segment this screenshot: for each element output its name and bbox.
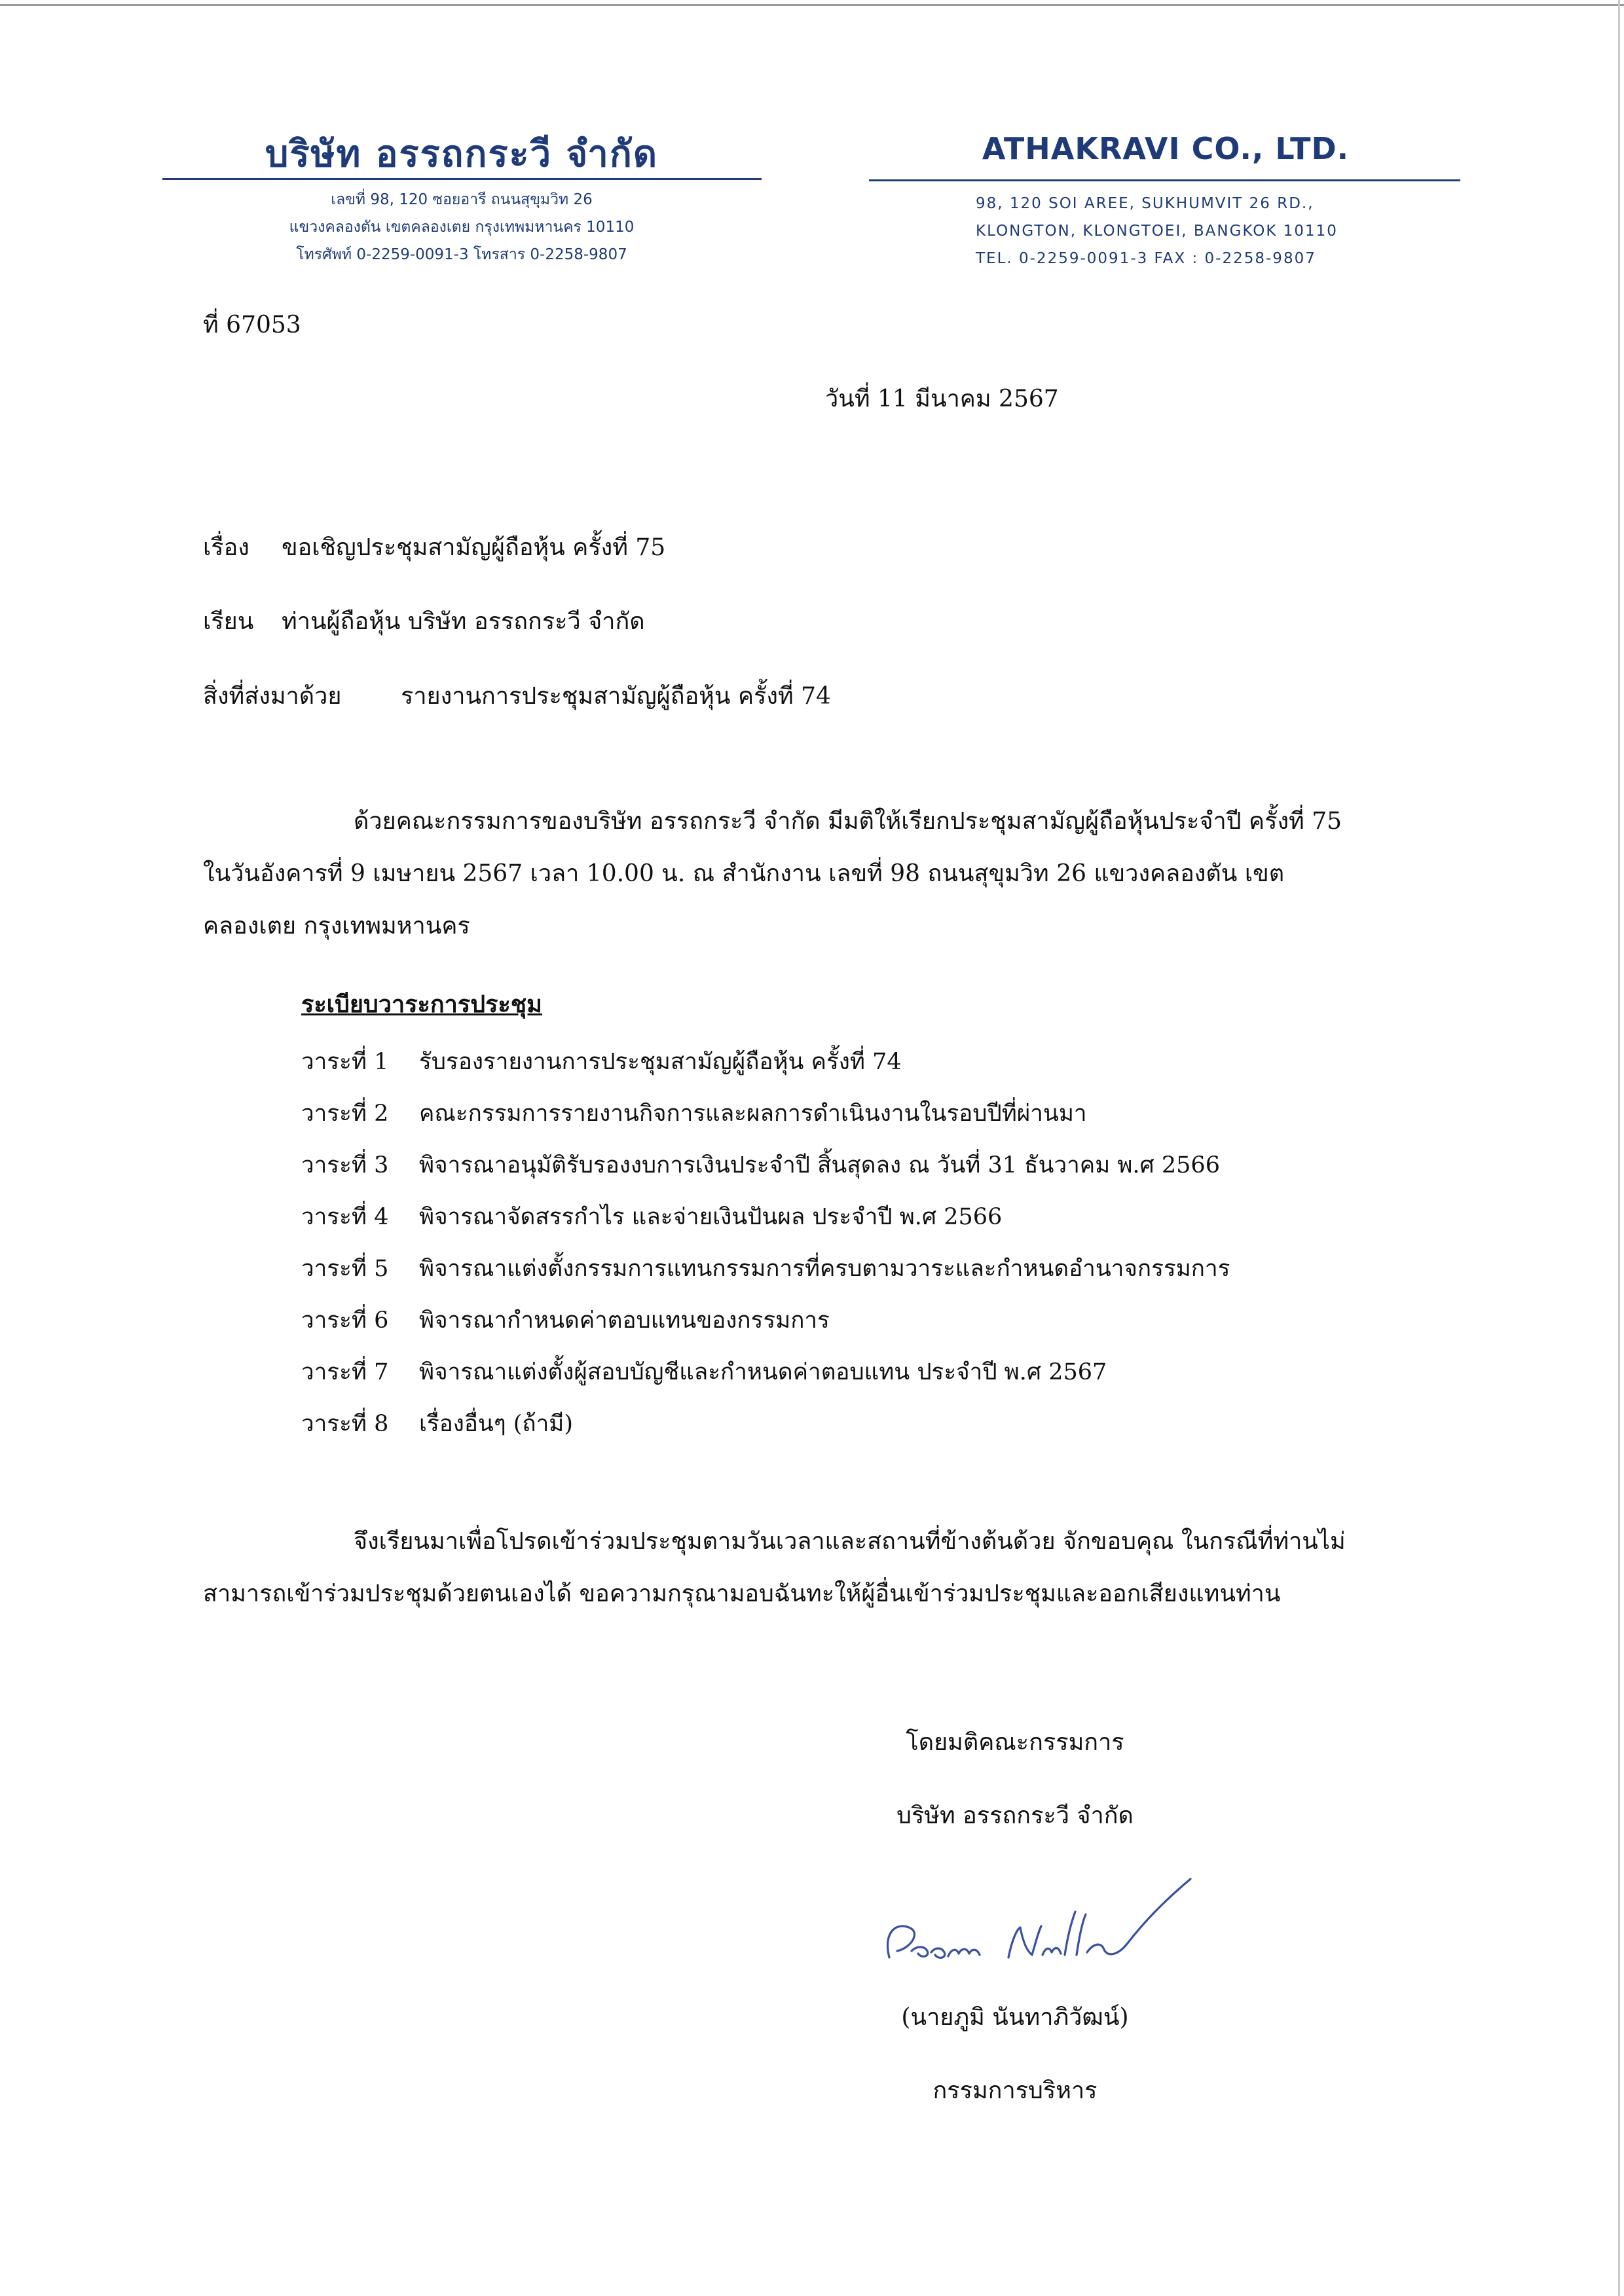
thai-address-line: แขวงคลองตัน เขตคลองเตย กรุงเทพมหานคร 10110 [289, 219, 635, 236]
agenda-item [301, 1048, 1414, 1099]
company-name-thai: บริษัท อรรถกระวี จำกัด [265, 133, 659, 175]
letterhead-rule-left [162, 178, 762, 180]
agenda-list [301, 1048, 1414, 1461]
agenda-text: เรื่องอื่นๆ (ถ้ามี) [419, 1411, 573, 1437]
enclosure-label: สิ่งที่ส่งมาด้วย [203, 683, 342, 710]
signer-name: (นายภูมิ นันทาภิวัฒน์) [901, 2004, 1129, 2031]
reference-number: ที่ 67053 [203, 312, 301, 338]
agenda-number: วาระที่ 2 [301, 1101, 389, 1127]
agenda-item [301, 1203, 1414, 1254]
thai-address-line: โทรศัพท์ 0-2259-0091-3 โทรสาร 0-2258-9807 [296, 246, 627, 263]
letterhead-rule-right [869, 179, 1460, 181]
subject-text: ขอเชิญประชุมสามัญผู้ถือหุ้น ครั้งที่ 75 [282, 534, 666, 561]
company-address-english [976, 190, 1486, 272]
agenda-item [301, 1151, 1414, 1203]
agenda-text: พิจารณากำหนดค่าตอบแทนของกรรมการ [419, 1307, 830, 1334]
agenda-number: วาระที่ 4 [301, 1204, 389, 1230]
agenda-text: พิจารณาจัดสรรกำไร และจ่ายเงินปันผล ประจำปี พ.ศ 2566 [419, 1204, 1003, 1230]
signature-text: Poom Nuntha [871, 1850, 944, 1862]
agenda-item [301, 1358, 1414, 1410]
agenda-text: พิจารณาอนุมัติรับรองงบการเงินประจำปี สิ้นสุดลง ณ วันที่ 31 ธันวาคม พ.ศ 2566 [419, 1152, 1220, 1178]
to-text: ท่านผู้ถือหุ้น บริษัท อรรถกระวี จำกัด [282, 608, 645, 635]
agenda-number: วาระที่ 7 [301, 1359, 389, 1385]
agenda-title: ระเบียบวาระการประชุม [301, 991, 542, 1018]
agenda-number: วาระที่ 1 [301, 1049, 389, 1075]
agenda-number: วาระที่ 8 [301, 1411, 389, 1437]
agenda-item [301, 1254, 1414, 1306]
scan-top-edge [0, 4, 1624, 6]
signature-strokes [888, 1879, 1190, 1958]
agenda-item [301, 1306, 1414, 1358]
thai-address-line: เลขที่ 98, 120 ซอยอารี ถนนสุขุมวิท 26 [331, 191, 593, 208]
closing-paragraph [203, 1516, 1369, 1620]
signer-title: กรรมการบริหาร [932, 2077, 1098, 2104]
agenda-text: คณะกรรมการรายงานกิจการและผลการดำเนินงานในรอบปีที่ผ่านมา [419, 1101, 1087, 1127]
agenda-number: วาระที่ 6 [301, 1307, 389, 1334]
agenda-text: รับรองรายงานการประชุมสามัญผู้ถือหุ้น ครั้งที่ 74 [419, 1049, 902, 1075]
to-label: เรียน [203, 608, 254, 635]
closing-paragraph-text: จึงเรียนมาเพื่อโปรดเข้าร่วมประชุมตามวันเวลาและสถานที่ข้างต้นด้วย จักขอบคุณ ในกรณีที่ท่านไม่สามารถเข้าร่วมประชุมด้วยตนเองได้ ขอความกรุณามอบฉันทะให้ผู้อื่นเข้าร่วมประชุมและออกเสียงแทนท่าน [203, 1528, 1346, 1607]
intro-paragraph [203, 795, 1369, 953]
letter-date: วันที่ 11 มีนาคม 2567 [825, 386, 1059, 412]
english-address-line: KLONGTON, KLONGTOEI, BANGKOK 10110 [976, 223, 1338, 240]
english-address-line: 98, 120 SOI AREE, SUKHUMVIT 26 RD., [976, 195, 1314, 212]
enclosure-text: รายงานการประชุมสามัญผู้ถือหุ้น ครั้งที่ 74 [401, 683, 831, 710]
company-name-english: ATHAKRAVI CO., LTD. [982, 131, 1350, 166]
agenda-number: วาระที่ 3 [301, 1152, 389, 1178]
signoff-company-name: บริษัท อรรถกระวี จำกัด [896, 1802, 1134, 1829]
agenda-item [301, 1099, 1414, 1151]
handwritten-signature [871, 1850, 1211, 1990]
agenda-item [301, 1410, 1414, 1461]
agenda-number: วาระที่ 5 [301, 1256, 389, 1282]
agenda-text: พิจารณาแต่งตั้งกรรมการแทนกรรมการที่ครบตามวาระและกำหนดอำนาจกรรมการ [419, 1256, 1230, 1282]
english-address-line: TEL. 0-2259-0091-3 FAX : 0-2258-9807 [976, 250, 1316, 267]
signoff-board-resolution: โดยมติคณะกรรมการ [906, 1729, 1124, 1756]
intro-paragraph-text: ด้วยคณะกรรมการของบริษัท อรรถกระวี จำกัด มีมติให้เรียกประชุมสามัญผู้ถือหุ้นประจำปี ครั้งที่ 75 ในวันอังคารที่ 9 เมษายน 2567 เวลา 10.00 น. ณ สำนักงาน เลขที่ 98 ถนนสุขุมวิท 26 แขวงคลองตัน เขตคลองเตย กรุงเทพมหานคร [203, 808, 1342, 939]
subject-label: เรื่อง [203, 534, 249, 561]
scan-right-edge [1618, 0, 1620, 2296]
company-address-thai [164, 186, 760, 268]
agenda-text: พิจารณาแต่งตั้งผู้สอบบัญชีและกำหนดค่าตอบแทน ประจำปี พ.ศ 2567 [419, 1359, 1107, 1385]
